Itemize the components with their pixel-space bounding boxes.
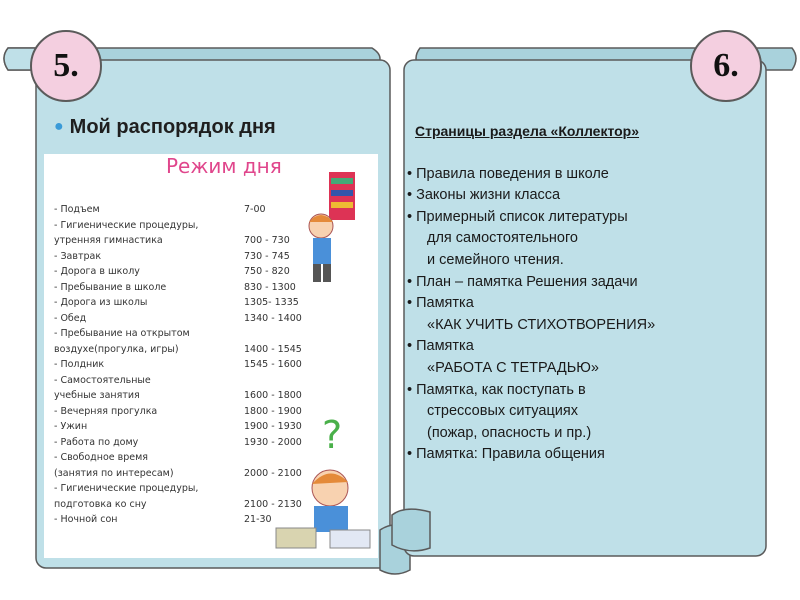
section-number: 5. (53, 47, 79, 84)
list-item-text: «РАБОТА С ТЕТРАДЬЮ» (427, 359, 599, 376)
schedule-activity: - Дорога из школы (54, 297, 148, 308)
schedule-activity: - Ночной сон (54, 514, 118, 525)
bullet-icon: • (407, 338, 413, 355)
bullet-icon: • (407, 208, 413, 225)
schedule-activity: - Вечерняя прогулка (54, 405, 158, 417)
schedule-time: 830 - 1300 (244, 281, 296, 293)
list-item (407, 207, 767, 229)
list-item (407, 185, 767, 207)
list-item-text: Памятка (416, 338, 474, 355)
bullet-icon: • (407, 295, 413, 312)
schedule-activity: подготовка ко сну (54, 498, 147, 510)
boy-with-books-illustration (299, 168, 374, 288)
schedule-activity: - Работа по дому (54, 436, 139, 448)
schedule-time: 2000 - 2100 (244, 467, 302, 479)
list-item-text: для самостоятельного (427, 230, 578, 247)
list-item-text: стрессовых ситуациях (427, 403, 578, 420)
list-item-continuation (407, 423, 767, 445)
schedule-title: Режим дня (166, 154, 282, 178)
schedule-activity: - Пребывание в школе (54, 281, 167, 293)
list-item-text: Правила поведения в школе (416, 165, 609, 182)
schedule-time: 1600 - 1800 (244, 390, 302, 401)
schedule-activity: - Свободное время (54, 452, 148, 463)
schedule-time: 700 - 730 (244, 235, 290, 246)
schedule-time: 1800 - 1900 (244, 405, 302, 417)
right-card-content (407, 121, 767, 466)
list-item-text: Памятка (416, 295, 474, 312)
list-item (407, 164, 767, 186)
list-item-text: Памятка, как поступать в (416, 381, 586, 398)
schedule-time: 730 - 745 (244, 250, 290, 262)
list-item-text: Примерный список литературы (416, 208, 628, 225)
schedule-activity: утренняя гимнастика (54, 235, 163, 246)
schedule-activity: - Гигиенические процедуры, (54, 483, 199, 494)
schedule-time: 1340 - 1400 (244, 312, 302, 324)
schedule-time: 1930 - 2000 (244, 436, 302, 448)
list-item (407, 272, 767, 294)
schedule-activity: - Гигиенические процедуры, (54, 219, 199, 231)
schedule-time: 750 - 820 (244, 266, 290, 277)
list-item-text: (пожар, опасность и пр.) (427, 424, 592, 441)
schedule-time: 21-30 (244, 514, 272, 525)
boy-reading-illustration (274, 412, 374, 554)
list-item-text: «КАК УЧИТЬ СТИХОТВОРЕНИЯ» (427, 316, 656, 333)
list-item-continuation (407, 250, 767, 272)
bullet-icon: • (407, 273, 413, 290)
schedule-time: 1545 - 1600 (244, 359, 302, 370)
svg-text:?: ? (322, 413, 343, 457)
right-card-title: Страницы раздела «Коллектор» (415, 123, 640, 139)
schedule-time: 1400 - 1545 (244, 343, 302, 355)
collector-pages-list (407, 164, 767, 466)
schedule-activity: - Самостоятельные (54, 374, 151, 386)
daily-schedule-image (44, 154, 378, 558)
list-item-continuation (407, 315, 767, 337)
schedule-activity: - Обед (54, 312, 87, 324)
bullet-icon: • (407, 446, 413, 463)
schedule-time: 2100 - 2130 (244, 498, 302, 510)
list-item-text: и семейного чтения. (427, 251, 564, 268)
schedule-activity: - Пребывание на открытом (54, 328, 190, 339)
bullet-icon: • (407, 165, 413, 182)
bullet-icon: • (407, 187, 413, 204)
list-item-continuation (407, 401, 767, 423)
list-item (407, 444, 767, 466)
section-number-badge-5 (30, 30, 102, 102)
schedule-time: 7-00 (244, 204, 266, 215)
schedule-time: 1900 - 1930 (244, 421, 302, 432)
list-item (407, 380, 767, 402)
section-number-badge-6 (690, 30, 762, 102)
list-item (407, 293, 767, 315)
schedule-activity: воздухе(прогулка, игры) (54, 343, 179, 355)
list-item-text: Памятка: Правила общения (416, 446, 605, 463)
schedule-activity: (занятия по интересам) (54, 467, 174, 479)
list-item-text: План – памятка Решения задачи (416, 273, 638, 290)
left-card-heading (54, 116, 276, 139)
schedule-time: 1305- 1335 (244, 297, 299, 308)
schedule-activity: - Завтрак (54, 250, 102, 262)
list-item-continuation (407, 358, 767, 380)
schedule-activity: - Полдник (54, 359, 105, 370)
schedule-activity: учебные занятия (54, 390, 140, 401)
section-number: 6. (713, 47, 739, 84)
list-item (407, 336, 767, 358)
list-item-continuation (407, 228, 767, 250)
schedule-activity: - Подъем (54, 204, 100, 215)
list-item-text: Законы жизни класса (416, 187, 561, 204)
bullet-icon: ● (54, 118, 64, 135)
bullet-icon: • (407, 381, 413, 398)
schedule-activity: - Ужин (54, 421, 88, 432)
left-heading-text: Мой распорядок дня (69, 116, 276, 138)
schedule-activity: - Дорога в школу (54, 266, 140, 277)
